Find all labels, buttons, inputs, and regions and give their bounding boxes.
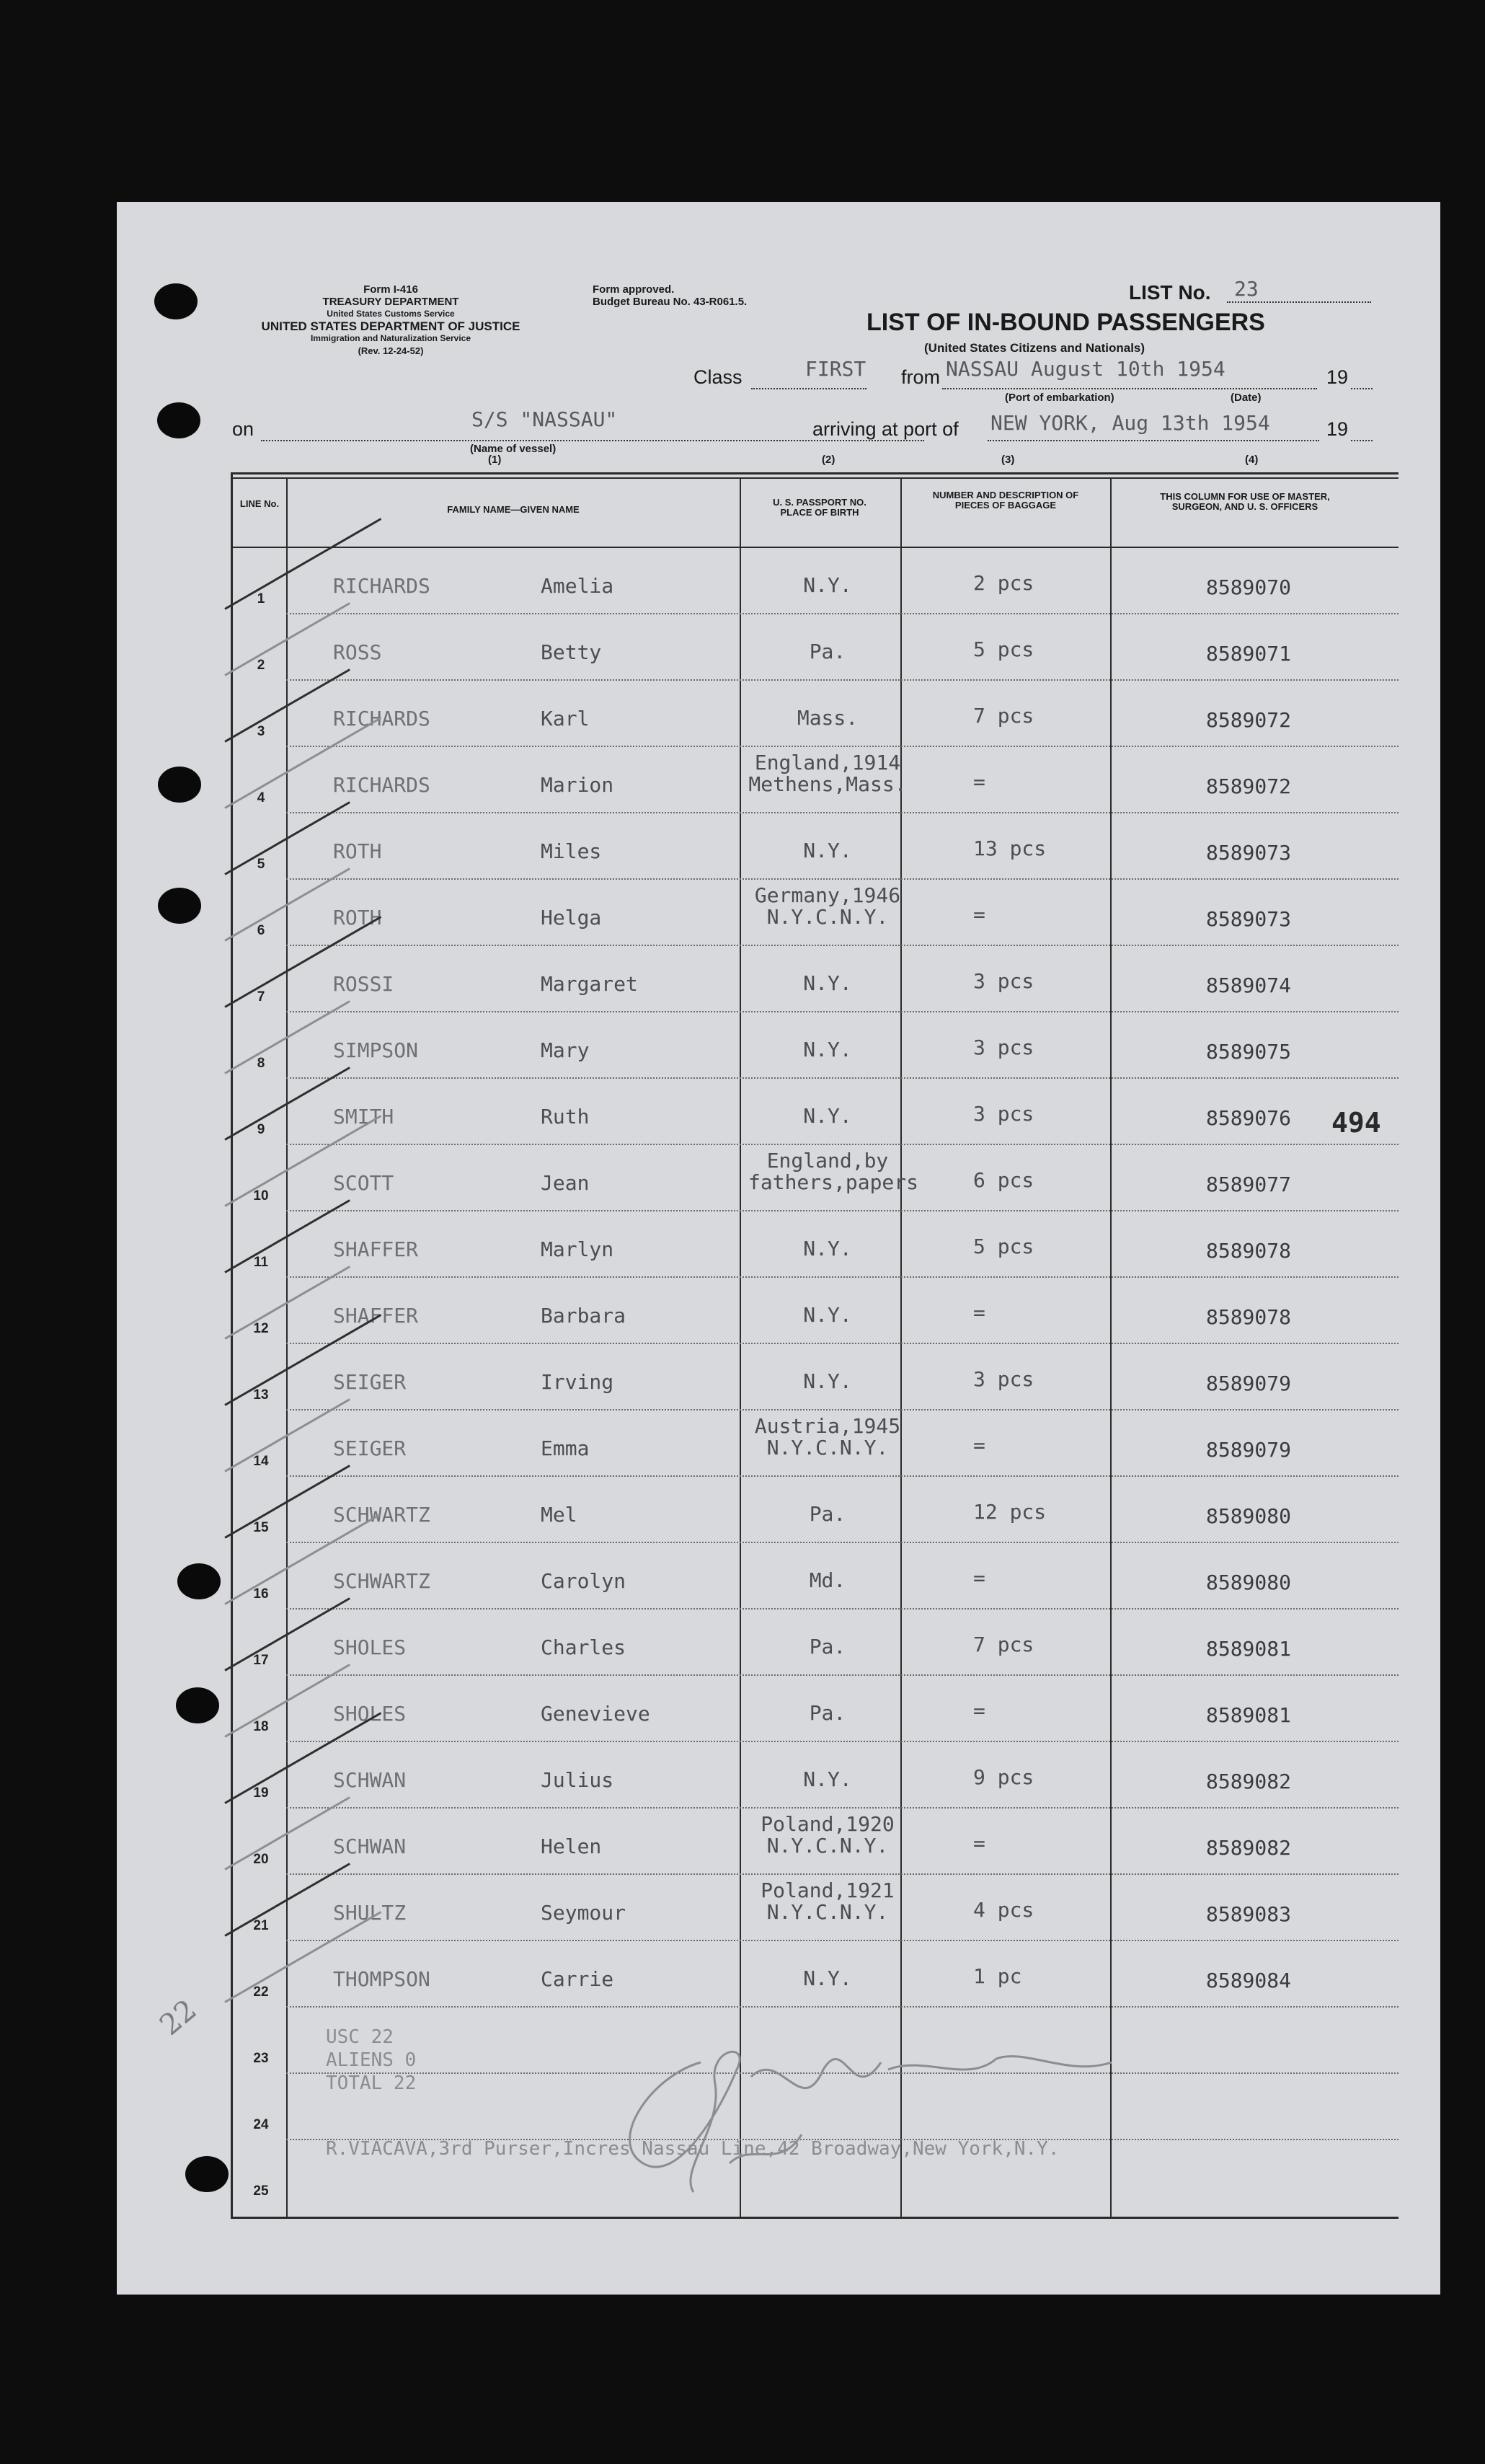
punch-hole (158, 888, 201, 924)
row-separator (286, 945, 1398, 946)
family-name: THOMPSON (333, 1967, 430, 1991)
birthplace: N.Y. (803, 839, 852, 862)
totals-total: TOTAL 22 (326, 2072, 417, 2094)
row-separator (286, 1741, 1398, 1742)
document-title: LIST OF IN-BOUND PASSENGERS (866, 309, 1265, 336)
officer-number: 8589071 (1205, 642, 1291, 666)
row-separator (286, 1077, 1398, 1079)
officer-number: 8589080 (1205, 1571, 1291, 1594)
punch-hole (185, 2156, 229, 2192)
birthplace-line-1: England,1914 (754, 751, 901, 774)
family-name: ROSS (333, 640, 382, 664)
from-line (942, 388, 1317, 389)
officer-number: 8589079 (1205, 1438, 1291, 1462)
officer-number: 8589082 (1205, 1836, 1291, 1860)
table-top-rule (231, 472, 1398, 474)
given-name: Julius (541, 1768, 614, 1792)
header-line-no: LINE No. (239, 498, 280, 509)
from-value: NASSAU August 10th 1954 (946, 357, 1225, 381)
birthplace-line-1: Poland,1921 (761, 1878, 895, 1902)
baggage-count: 12 pcs (973, 1500, 1047, 1524)
given-name: Irving (541, 1370, 614, 1394)
officer-number: 8589078 (1205, 1305, 1291, 1329)
punch-hole (177, 1563, 221, 1599)
punch-hole (158, 767, 201, 803)
given-name: Mary (541, 1038, 590, 1062)
margin-note: 22 (154, 1993, 203, 2042)
given-name: Helga (541, 906, 602, 929)
family-name: SCHWAN (333, 1768, 407, 1792)
officer-number: 8589081 (1205, 1637, 1291, 1661)
list-no-line (1227, 301, 1371, 303)
family-name: SIMPSON (333, 1038, 419, 1062)
totals-aliens: ALIENS 0 (326, 2049, 417, 2071)
given-name: Carolyn (541, 1569, 626, 1593)
given-name: Marlyn (541, 1237, 614, 1261)
table-bottom-rule (231, 2217, 1398, 2219)
line-number: 17 (253, 1653, 269, 1668)
officer-number: 8589078 (1205, 1239, 1291, 1263)
baggage-count: 3 pcs (973, 1367, 1034, 1391)
given-name: Emma (541, 1436, 590, 1460)
birthplace: Md. (809, 1568, 846, 1592)
treasury-label: TREASURY DEPARTMENT (322, 296, 459, 308)
row-separator (286, 1542, 1398, 1543)
baggage-count: = (973, 1566, 985, 1590)
arriving-label: arriving at port of (812, 418, 959, 440)
baggage-count: 3 pcs (973, 1036, 1034, 1059)
birthplace: N.Y. (803, 1303, 852, 1327)
given-name: Karl (541, 707, 590, 730)
ins-label: Immigration and Naturalization Service (310, 333, 471, 343)
header-passport: U. S. PASSPORT NO. PLACE OF BIRTH (773, 497, 866, 518)
officer-number: 8589073 (1205, 907, 1291, 931)
birthplace: N.Y. (803, 1038, 852, 1061)
officer-number: 8589073 (1205, 841, 1291, 865)
row-separator (286, 1276, 1398, 1278)
line-number: 1 (257, 591, 265, 606)
header-bottom-rule (231, 547, 1398, 548)
row-separator (286, 746, 1398, 747)
officer-number: 8589079 (1205, 1372, 1291, 1395)
arrival-line (988, 440, 1319, 441)
officer-number: 8589081 (1205, 1703, 1291, 1727)
officer-number: 8589076 (1205, 1106, 1291, 1130)
officer-number: 8589075 (1205, 1040, 1291, 1064)
line-number: 20 (253, 1852, 269, 1867)
row-separator (286, 1475, 1398, 1477)
list-no-label: LIST No. (1129, 281, 1211, 304)
birthplace: Pa. (809, 1635, 846, 1659)
form-sheet (117, 202, 1440, 2295)
caption-col-4: (4) (1245, 454, 1259, 466)
baggage-count: 2 pcs (973, 571, 1034, 595)
family-name: ROSSI (333, 972, 394, 996)
row-separator (286, 679, 1398, 681)
line-number: 12 (253, 1321, 269, 1336)
family-name: SCHWAN (333, 1834, 407, 1858)
line-number: 3 (257, 724, 265, 739)
family-name: ROTH (333, 906, 382, 929)
baggage-count: 13 pcs (973, 836, 1047, 860)
line-number: 14 (253, 1454, 269, 1469)
form-number: Form I-416 (363, 283, 418, 296)
family-name: SHOLES (333, 1635, 407, 1659)
purser-line: R.VIACAVA,3rd Purser,Incres Nassau Line,42 Broadway,New York,N.Y. (326, 2138, 1060, 2160)
birthplace-line-2: fathers,papers (748, 1170, 919, 1194)
row-separator (286, 2006, 1398, 2008)
on-label: on (232, 418, 254, 440)
row-separator (286, 1873, 1398, 1875)
line-number: 2 (257, 658, 265, 673)
punch-hole (176, 1687, 219, 1723)
header-family-name: FAMILY NAME—GIVEN NAME (447, 504, 580, 515)
birthplace: N.Y. (803, 1767, 852, 1791)
family-name: SEIGER (333, 1436, 407, 1460)
row-separator (286, 878, 1398, 880)
officer-number: 8589070 (1205, 575, 1291, 599)
given-name: Mel (541, 1503, 577, 1527)
table-left-rule (231, 472, 233, 2219)
given-name: Seymour (541, 1901, 626, 1925)
family-name: RICHARDS (333, 707, 430, 730)
passport-col-rule (900, 477, 902, 2218)
document-subtitle: (United States Citizens and Nationals) (924, 341, 1145, 355)
officer-number: 8589072 (1205, 774, 1291, 798)
given-name: Genevieve (541, 1702, 650, 1726)
form-approved: Form approved. (593, 283, 675, 296)
family-name: SHAFFER (333, 1304, 419, 1328)
line-number: 9 (257, 1122, 265, 1137)
year-line (1351, 388, 1373, 389)
vessel-caption: (Name of vessel) (470, 443, 557, 455)
table-top-rule-2 (231, 477, 1398, 479)
class-value: FIRST (805, 357, 866, 381)
line-number: 24 (253, 2117, 269, 2132)
class-line (751, 388, 866, 389)
row-separator (286, 1409, 1398, 1410)
header-baggage: NUMBER AND DESCRIPTION OF PIECES OF BAGGAGE (932, 490, 1079, 511)
line-number: 16 (253, 1586, 269, 1602)
birthplace: Pa. (809, 1502, 846, 1526)
given-name: Betty (541, 640, 602, 664)
birthplace-line-1: Germany,1946 (754, 883, 901, 907)
family-name: SCHWARTZ (333, 1503, 430, 1527)
row-separator (286, 1807, 1398, 1809)
baggage-col-rule (1110, 477, 1112, 2218)
list-no-value: 23 (1234, 277, 1259, 301)
line-number: 19 (253, 1785, 269, 1801)
officer-number: 8589074 (1205, 973, 1291, 997)
line-number: 7 (257, 989, 265, 1004)
customs-label: United States Customs Service (327, 309, 455, 319)
revision-label: (Rev. 12-24-52) (358, 345, 424, 356)
line-number: 22 (253, 1984, 269, 2000)
line-number: 6 (257, 923, 265, 938)
officer-number: 8589077 (1205, 1173, 1291, 1196)
row-separator (286, 1210, 1398, 1211)
baggage-count: = (973, 1699, 985, 1723)
form-header-block (225, 283, 557, 357)
row-separator (286, 812, 1398, 813)
row-separator (286, 1343, 1398, 1344)
row-separator (286, 1144, 1398, 1145)
caption-col-3: (3) (1001, 454, 1015, 466)
birthplace: N.Y. (803, 573, 852, 597)
baggage-count: 4 pcs (973, 1898, 1034, 1922)
date-caption: (Date) (1231, 392, 1262, 404)
signature-scribble (564, 2019, 1155, 2199)
birthplace-line-2: N.Y.C.N.Y. (766, 1436, 889, 1460)
baggage-count: 7 pcs (973, 704, 1034, 728)
baggage-count: = (973, 903, 985, 927)
line-number: 8 (257, 1056, 265, 1071)
line-number: 25 (253, 2183, 269, 2199)
officer-number: 8589083 (1205, 1902, 1291, 1926)
baggage-count: 5 pcs (973, 637, 1034, 661)
baggage-count: 3 pcs (973, 969, 1034, 993)
family-name: SCOTT (333, 1171, 394, 1195)
justice-label: UNITED STATES DEPARTMENT OF JUSTICE (261, 319, 520, 333)
birthplace: N.Y. (803, 1104, 852, 1128)
year-suffix-2: 19 (1326, 418, 1349, 440)
row-separator (286, 613, 1398, 614)
class-label: Class (693, 366, 742, 388)
birthplace-line-2: Methens,Mass. (748, 772, 907, 796)
birthplace: N.Y. (803, 1237, 852, 1260)
line-number: 21 (253, 1918, 269, 1933)
row-separator (286, 1940, 1398, 1941)
baggage-count: 1 pc (973, 1964, 1022, 1988)
given-name: Ruth (541, 1105, 590, 1129)
line-number: 4 (257, 790, 265, 805)
birthplace: N.Y. (803, 971, 852, 995)
vessel-value: S/S "NASSAU" (471, 407, 618, 431)
line-number: 11 (253, 1255, 269, 1270)
from-label: from (901, 366, 940, 388)
family-name: SMITH (333, 1105, 394, 1129)
birthplace-line-2: N.Y.C.N.Y. (766, 1834, 889, 1858)
given-name: Marion (541, 773, 614, 797)
given-name: Amelia (541, 574, 614, 598)
family-name: SCHWARTZ (333, 1569, 430, 1593)
birthplace: Pa. (809, 1701, 846, 1725)
row-separator (286, 1608, 1398, 1609)
family-name: SHULTZ (333, 1901, 407, 1925)
birthplace-line-1: Austria,1945 (754, 1414, 901, 1438)
officer-number: 8589072 (1205, 708, 1291, 732)
baggage-count: = (973, 1434, 985, 1457)
header-officers: THIS COLUMN FOR USE OF MASTER, SURGEON, AND U. S. OFFICERS (1160, 491, 1330, 512)
line-number: 23 (253, 2051, 269, 2066)
vessel-caption-no: (1) (488, 454, 502, 466)
line-number: 10 (253, 1188, 269, 1204)
officer-number: 8589080 (1205, 1504, 1291, 1528)
name-col-rule (740, 477, 741, 2218)
line-number: 18 (253, 1719, 269, 1734)
family-name: RICHARDS (333, 574, 430, 598)
line-number: 13 (253, 1387, 269, 1403)
budget-bureau: Budget Bureau No. 43-R061.5. (593, 296, 748, 308)
given-name: Margaret (541, 972, 638, 996)
page-number: 494 (1331, 1107, 1381, 1139)
family-name: ROTH (333, 839, 382, 863)
baggage-count: 7 pcs (973, 1633, 1034, 1656)
baggage-count: = (973, 1832, 985, 1855)
line-number: 15 (253, 1520, 269, 1535)
given-name: Carrie (541, 1967, 614, 1991)
birthplace-line-1: Poland,1920 (761, 1812, 895, 1836)
line-col-rule (286, 477, 288, 2218)
family-name: RICHARDS (333, 773, 430, 797)
given-name: Charles (541, 1635, 626, 1659)
arrival-value: NEW YORK, Aug 13th 1954 (990, 411, 1270, 435)
baggage-count: 9 pcs (973, 1765, 1034, 1789)
caption-col-2: (2) (822, 454, 835, 466)
given-name: Miles (541, 839, 602, 863)
given-name: Helen (541, 1834, 602, 1858)
given-name: Barbara (541, 1304, 626, 1328)
row-separator (286, 1674, 1398, 1676)
port-caption: (Port of embarkation) (1005, 392, 1114, 404)
family-name: SEIGER (333, 1370, 407, 1394)
birthplace-line-2: N.Y.C.N.Y. (766, 1900, 889, 1924)
baggage-count: = (973, 770, 985, 794)
birthplace: Pa. (809, 640, 846, 663)
punch-hole (157, 402, 200, 438)
line-number: 5 (257, 857, 265, 872)
birthplace: N.Y. (803, 1966, 852, 1990)
year-suffix: 19 (1326, 366, 1349, 388)
baggage-count: 6 pcs (973, 1168, 1034, 1192)
officer-number: 8589084 (1205, 1969, 1291, 1992)
baggage-count: 5 pcs (973, 1235, 1034, 1258)
baggage-count: 3 pcs (973, 1102, 1034, 1126)
given-name: Jean (541, 1171, 590, 1195)
family-name: SHOLES (333, 1702, 407, 1726)
approval-block (593, 283, 809, 308)
family-name: SHAFFER (333, 1237, 419, 1261)
birthplace: Mass. (797, 706, 859, 730)
totals-usc: USC 22 (326, 2026, 394, 2048)
punch-hole (154, 283, 198, 319)
row-separator (286, 1011, 1398, 1012)
baggage-count: = (973, 1301, 985, 1325)
birthplace: N.Y. (803, 1369, 852, 1393)
year-line-2 (1351, 440, 1373, 441)
birthplace-line-1: England,by (766, 1149, 889, 1173)
birthplace-line-2: N.Y.C.N.Y. (766, 905, 889, 929)
officer-number: 8589082 (1205, 1770, 1291, 1793)
